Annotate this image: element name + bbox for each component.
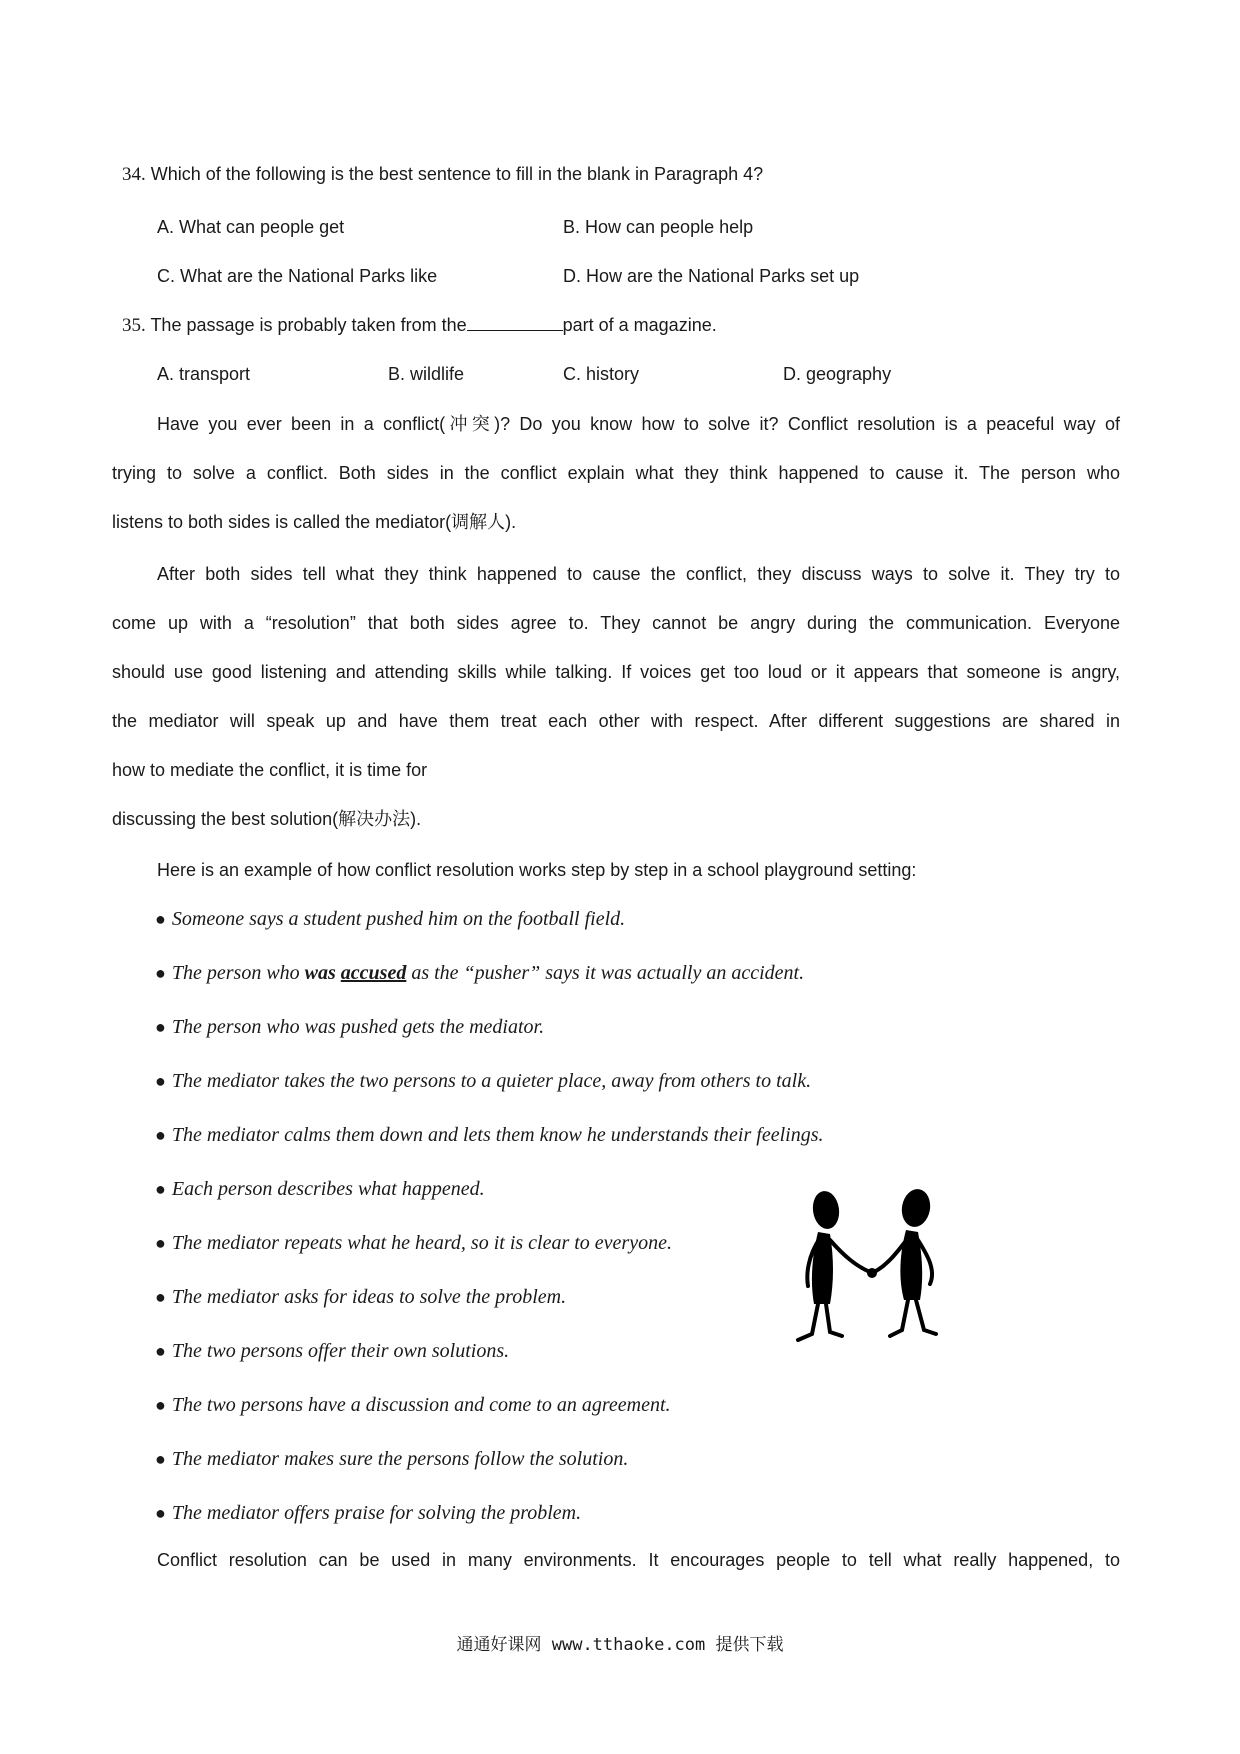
list-item — [155, 1176, 485, 1202]
list-item-text: The two persons offer their own solutions. — [171, 1340, 510, 1362]
list-item — [155, 1500, 581, 1526]
passage-paragraph-3: Here is an example of how conflict resolution works step by step in a school playground setting: — [157, 860, 917, 880]
bullet-dot: ● — [155, 1395, 166, 1415]
list-item-text-pre: The person who — [171, 962, 305, 984]
list-item-text: The mediator asks for ideas to solve the problem. — [171, 1286, 567, 1308]
passage-paragraph-1 — [112, 412, 1120, 559]
bullet-dot: ● — [155, 1125, 166, 1145]
passage-paragraph-2 — [112, 562, 1120, 856]
bullet-dot: ● — [155, 1287, 166, 1307]
list-item — [155, 1068, 811, 1094]
q34-option-a: A. What can people get — [157, 217, 345, 237]
list-item — [155, 1230, 672, 1256]
question-34-number: 34. — [122, 164, 146, 185]
list-item — [155, 1446, 628, 1472]
list-item-text: The mediator takes the two persons to a quieter place, away from others to talk. — [171, 1070, 812, 1092]
q35-option-b: B. wildlife — [388, 364, 465, 384]
handshake-illustration — [778, 1186, 968, 1356]
paragraph-line: the mediator will speak up and have them treat each other with respect. After different suggestions are shared in — [112, 711, 1120, 731]
bullet-dot: ● — [155, 1233, 166, 1253]
q34-option-d: D. How are the National Parks set up — [563, 266, 860, 286]
list-item-text: The person who was pushed gets the mediator. — [171, 1016, 545, 1038]
q35-option-c: C. history — [563, 364, 640, 384]
question-35-text-after: part of a magazine. — [562, 315, 717, 335]
bullet-dot: ● — [155, 1017, 166, 1037]
bullet-dot: ● — [155, 1503, 166, 1523]
question-35-number: 35. — [122, 315, 146, 336]
paragraph-line: discussing the best solution(解决办法). — [112, 809, 422, 829]
bullet-dot: ● — [155, 963, 166, 983]
list-item-text: The mediator repeats what he heard, so it is clear to everyone. — [171, 1232, 672, 1254]
bullet-dot: ● — [155, 1341, 166, 1361]
paragraph-line: come up with a “resolution” that both sides agree to. They cannot be angry during the communication. Everyone — [112, 613, 1120, 633]
list-item — [155, 1338, 509, 1364]
list-item — [155, 906, 625, 932]
paragraph-line: should use good listening and attending skills while talking. If voices get too loud or it appears that someone is angry, — [112, 662, 1120, 682]
question-35-text-before: The passage is probably taken from the — [150, 315, 467, 335]
paragraph-line: how to mediate the conflict, it is time for — [112, 760, 428, 780]
list-item-text: The mediator makes sure the persons follow the solution. — [171, 1448, 629, 1470]
q35-option-a: A. transport — [157, 364, 251, 384]
underlined-word: accused — [340, 962, 407, 984]
question-35 — [122, 313, 717, 338]
question-34-text: Which of the following is the best sentence to fill in the blank in Paragraph 4? — [150, 164, 764, 184]
list-item-text: The mediator offers praise for solving the problem. — [171, 1502, 582, 1524]
bullet-dot: ● — [155, 1449, 166, 1469]
page-footer: 通通好课网 www.tthaoke.com 提供下载 — [456, 1635, 784, 1655]
bullet-dot: ● — [155, 1179, 166, 1199]
list-item-text: Someone says a student pushed him on the football field. — [171, 908, 626, 930]
list-item — [155, 1122, 823, 1148]
question-34 — [122, 162, 763, 187]
list-item-text: The two persons have a discussion and come to an agreement. — [171, 1394, 671, 1416]
list-item — [155, 1014, 544, 1040]
list-item-text: The mediator calms them down and lets them know he understands their feelings. — [171, 1124, 824, 1146]
list-item-bold: was — [304, 962, 336, 984]
paragraph-line: Have you ever been in a conflict(冲突)? Do you know how to solve it? Conflict resolution is a peaceful way of — [157, 414, 1120, 434]
list-item-text-post: as the “pusher” says it was actually an accident. — [406, 962, 805, 984]
bullet-dot: ● — [155, 909, 166, 929]
q35-option-d: D. geography — [783, 364, 892, 384]
answer-blank — [467, 313, 563, 331]
list-item-text: Each person describes what happened. — [171, 1178, 485, 1200]
list-item — [155, 960, 804, 986]
list-item — [155, 1392, 671, 1418]
bullet-dot: ● — [155, 1071, 166, 1091]
paragraph-line: trying to solve a conflict. Both sides in the conflict explain what they think happened to cause it. The person who — [112, 463, 1120, 483]
paragraph-line: Conflict resolution can be used in many environments. It encourages people to tell what really happened, to — [157, 1550, 1120, 1570]
paragraph-line: After both sides tell what they think happened to cause the conflict, they discuss ways to solve it. They try to — [157, 564, 1120, 584]
list-item — [155, 1284, 566, 1310]
q34-option-b: B. How can people help — [563, 217, 754, 237]
paragraph-line: listens to both sides is called the mediator(调解人). — [112, 512, 517, 532]
q34-option-c: C. What are the National Parks like — [157, 266, 438, 286]
passage-paragraph-4 — [112, 1548, 1120, 1597]
